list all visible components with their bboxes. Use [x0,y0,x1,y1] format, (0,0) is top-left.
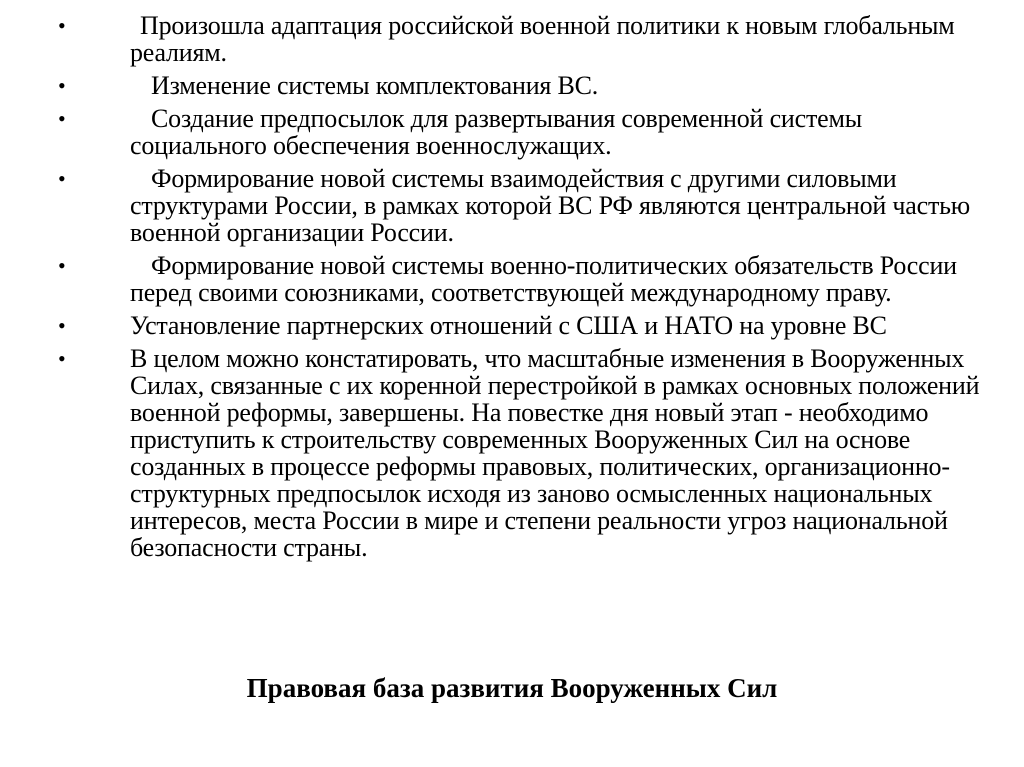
bullet-marker: • [58,253,66,278]
bullet-text: Формирование новой системы взаимодействия с другими силовыми структурами России, в рамках которой ВС РФ являются центральной частью военной организации России. [130,164,971,247]
bullet-item [52,345,982,561]
bullet-text: Формирование новой системы военно-политических обязательств России перед своими союзниками, соответствующей международному праву. [130,251,957,307]
bullet-marker: • [58,73,66,98]
bullet-item [52,72,982,99]
bullet-item [52,12,982,66]
bullet-item [52,312,982,339]
bullet-text: Установление партнерских отношений с США и НАТО на уровне ВС [130,311,887,340]
bullet-marker: • [58,346,66,371]
bullet-marker: • [58,13,66,38]
bullet-text: Произошла адаптация российской военной политики к новым глобальным реалиям. [130,11,955,67]
section-title: Правовая база развития Вооруженных Сил [246,673,778,703]
bullet-text: В целом можно констатировать, что масштабные изменения в Вооруженных Силах, связанные с их коренной перестройкой в рамках основных положений военной реформы, завершены. На повестке дня новый этап - необходимо приступить к строительству современных Вооруженных Сил на основе созданных в процессе реформы правовых, политических, организационно-структурных предпосылок исходя из заново осмысленных национальных интересов, места России в мире и степени реальности угроз национальной безопасности страны. [130,344,980,562]
bullet-item [52,105,982,159]
bullet-text: Создание предпосылок для развертывания современной системы социального обеспечения военнослужащих. [130,104,862,160]
bullet-marker: • [58,313,66,338]
bullet-item [52,165,982,246]
bullet-marker: • [58,166,66,191]
bullet-marker: • [58,106,66,131]
bullet-text: Изменение системы комплектования ВС. [151,71,599,100]
bullet-list [52,12,982,567]
bullet-item [52,252,982,306]
